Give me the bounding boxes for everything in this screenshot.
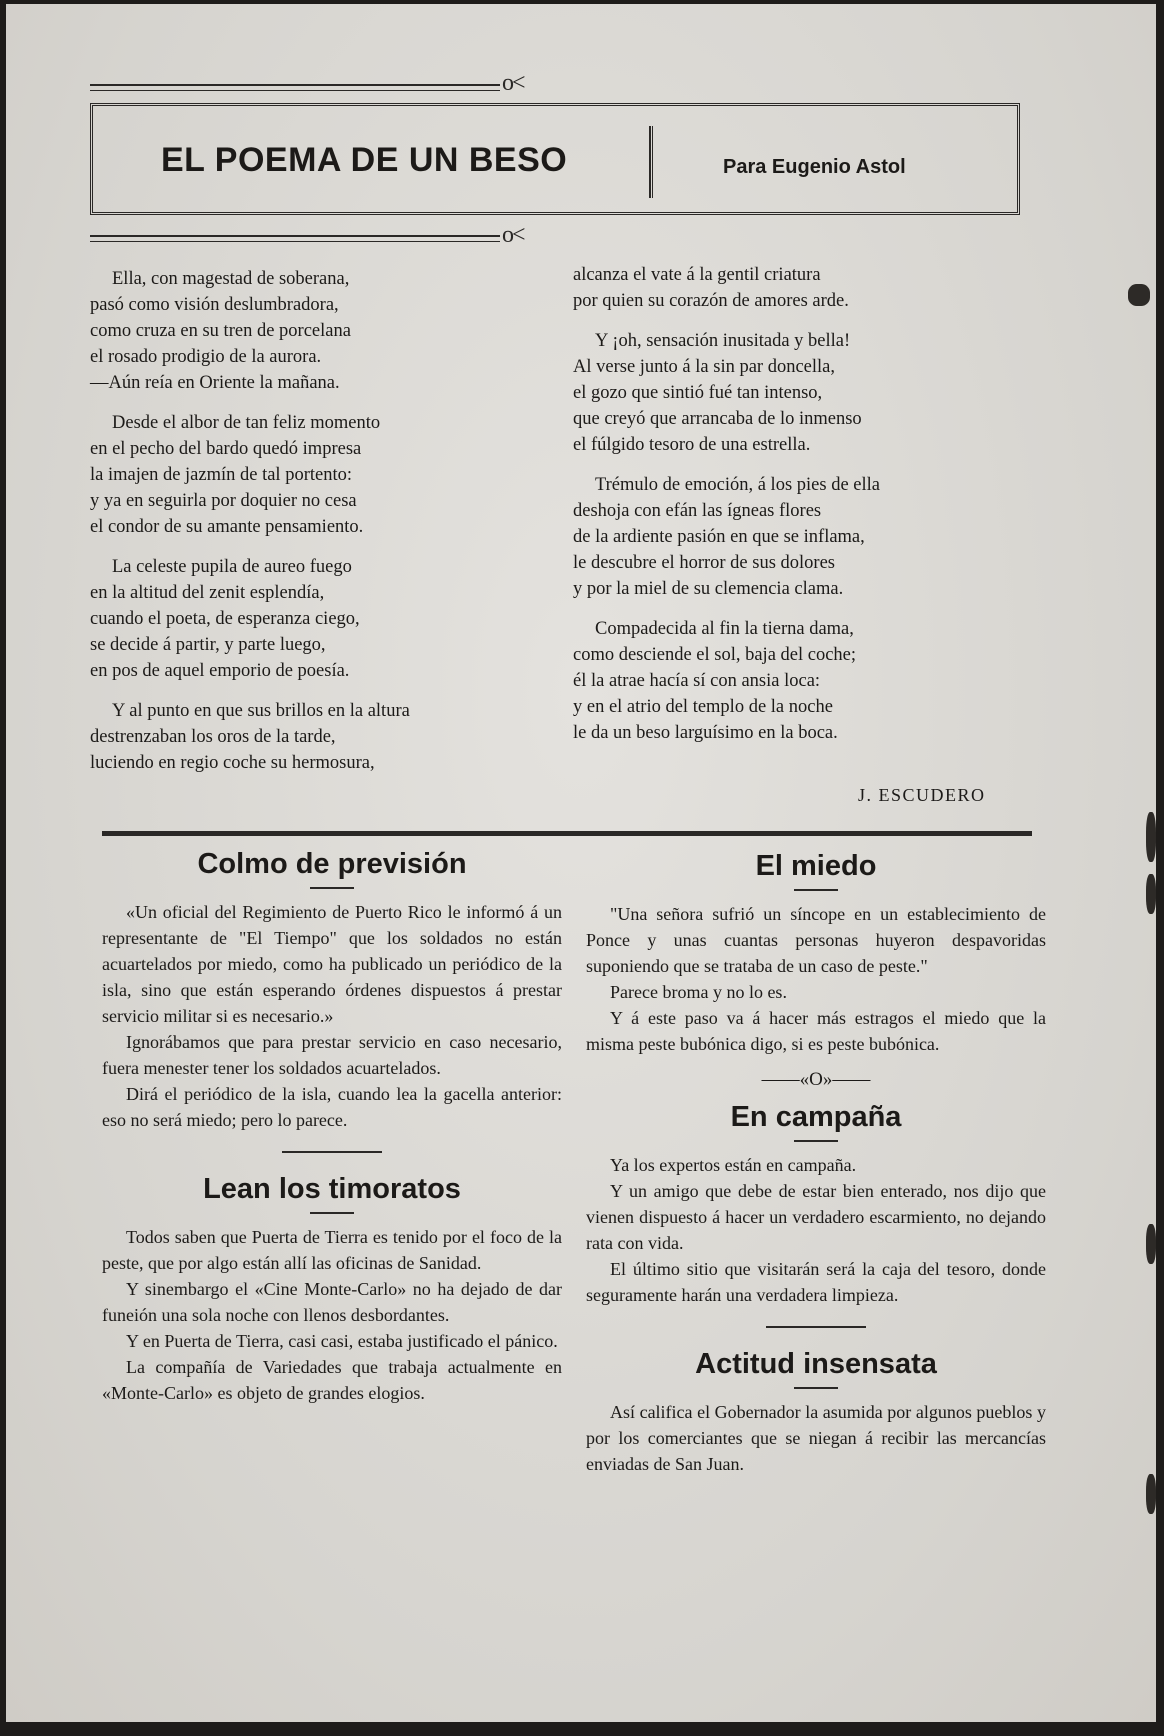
top-rule-thin	[90, 90, 500, 91]
poem-line: Y al punto en que sus brillos en la altura	[112, 701, 410, 721]
poem-right-column	[573, 262, 880, 760]
scan-mark	[1128, 284, 1150, 306]
scan-mark	[1146, 874, 1156, 914]
poem-line: el gozo que sintió fué tan intenso,	[573, 383, 823, 403]
article-paragraph: Parece broma y no lo es.	[610, 982, 787, 1002]
article-paragraph: Y sinembargo el «Cine Monte-Carlo» no ha dejado de dar funeión una sola noche con llenos desbordantes.	[102, 1279, 562, 1325]
article-paragraph: Todos saben que Puerta de Tierra es tenido por el foco de la peste, que por algo están allí las oficinas de Sanidad.	[102, 1227, 562, 1273]
poem-stanza	[90, 554, 410, 684]
poem-stanza	[573, 472, 880, 602]
article-title: Colmo de previsión	[197, 848, 467, 880]
article-paragraph: Y un amigo que debe de estar bien enterado, nos dijo que vienen dispuesto á hacer un verdadero escarmiento, no dejando rata con vida.	[586, 1181, 1046, 1253]
top-rule	[90, 84, 500, 86]
newspaper-page	[6, 4, 1156, 1722]
poem-stanza	[90, 698, 410, 776]
poem-line: de la ardiente pasión en que se inflama,	[573, 527, 865, 547]
title-underline	[310, 1212, 354, 1214]
bottom-rule-thin	[90, 241, 500, 242]
poem-stanza	[90, 266, 410, 396]
article-paragraph: "Una señora sufrió un síncope en un establecimiento de Ponce y unas cuantas personas huyeron despavoridas suponiendo que se trataba de un caso de peste."	[586, 904, 1046, 976]
section-separator	[102, 831, 1032, 836]
poem-stanza	[573, 262, 880, 314]
scan-mark	[1146, 812, 1156, 862]
article-separator	[766, 1326, 866, 1328]
article-paragraph: Y en Puerta de Tierra, casi casi, estaba justificado el pánico.	[126, 1331, 558, 1351]
article-title: Lean los timoratos	[203, 1173, 461, 1205]
top-ornament: o<	[502, 70, 524, 96]
poem-line: por quien su corazón de amores arde.	[573, 291, 849, 311]
poem-line: el condor de su amante pensamiento.	[90, 517, 364, 537]
section-ornament: ——«O»——	[761, 1069, 871, 1090]
poem-line: Al verse junto á la sin par doncella,	[573, 357, 835, 377]
poem-line: Trémulo de emoción, á los pies de ella	[595, 475, 880, 495]
poem-line: Ella, con magestad de soberana,	[112, 269, 350, 289]
poem-line: —Aún reía en Oriente la mañana.	[90, 373, 340, 393]
title-divider	[649, 126, 653, 198]
article-paragraph: Ya los expertos están en campaña.	[610, 1155, 857, 1175]
poem-line: y ya en seguirla por doquier no cesa	[90, 491, 357, 511]
poem-line: deshoja con efán las ígneas flores	[573, 501, 822, 521]
article-title: En campaña	[730, 1101, 902, 1133]
poem-line: y por la miel de su clemencia clama.	[573, 579, 844, 599]
poem-stanza	[573, 328, 880, 458]
poem-line: el fúlgido tesoro de una estrella.	[573, 435, 811, 455]
poem-line: en el pecho del bardo quedó impresa	[90, 439, 362, 459]
bottom-ornament: o<	[502, 222, 524, 248]
poem-line: Desde el albor de tan feliz momento	[112, 413, 381, 433]
poem-stanza	[573, 616, 880, 746]
article-paragraph: Y á este paso va á hacer más estragos el miedo que la misma peste bubónica digo, si es peste bubónica.	[586, 1008, 1046, 1054]
title-underline	[310, 887, 354, 889]
poem-line: pasó como visión deslumbradora,	[90, 295, 339, 315]
poem-line: en pos de aquel emporio de poesía.	[90, 661, 350, 681]
article-paragraph: Dirá el periódico de la isla, cuando lea la gacella anterior: eso no será miedo; pero lo parece.	[102, 1084, 562, 1130]
poem-line: que creyó que arrancaba de lo inmenso	[573, 409, 862, 429]
poem-line: Compadecida al fin la tierna dama,	[595, 619, 854, 639]
article-title: El miedo	[755, 850, 877, 882]
article-paragraph: El último sitio que visitarán será la caja del tesoro, donde seguramente harán una verdadera limpieza.	[586, 1259, 1046, 1305]
poem-title: EL POEMA DE UN BESO	[161, 141, 568, 179]
poem-line: en la altitud del zenit esplendía,	[90, 583, 325, 603]
right-article-column	[586, 850, 1046, 1477]
article-separator	[282, 1151, 382, 1153]
article-paragraph: «Un oficial del Regimiento de Puerto Rico le informó á un representante de "El Tiempo" que los soldados no están acuartelados por miedo, como ha publicado un periódico de la isla, sino que están esperando órdenes dispuestos á prestar servicio militar si es necesario.»	[102, 902, 562, 1026]
title-underline	[794, 1140, 838, 1142]
article-paragraph: Así califica el Gobernador la asumida por algunos pueblos y por los comerciantes que se niegan á recibir las mercancías enviadas de San Juan.	[586, 1402, 1046, 1474]
poem-line: la imajen de jazmín de tal portento:	[90, 465, 352, 485]
poem-line: luciendo en regio coche su hermosura,	[90, 753, 375, 773]
title-underline	[794, 889, 838, 891]
poem-left-column	[90, 266, 410, 790]
article-title: Actitud insensata	[695, 1348, 937, 1380]
poem-stanza	[90, 410, 410, 540]
poem-line: como desciende el sol, baja del coche;	[573, 645, 857, 665]
poem-line: y en el atrio del templo de la noche	[573, 697, 833, 717]
poem-line: le da un beso larguísimo en la boca.	[573, 723, 838, 743]
poem-line: cuando el poeta, de esperanza ciego,	[90, 609, 360, 629]
poem-line: destrenzaban los oros de la tarde,	[90, 727, 336, 747]
poem-author: J. ESCUDERO	[858, 785, 986, 805]
poem-line: Y ¡oh, sensación inusitada y bella!	[595, 331, 851, 351]
poem-line: le descubre el horror de sus dolores	[573, 553, 835, 573]
poem-line: se decide á partir, y parte luego,	[90, 635, 326, 655]
poem-line: La celeste pupila de aureo fuego	[112, 557, 352, 577]
poem-dedication: Para Eugenio Astol	[723, 156, 906, 178]
scan-mark	[1146, 1224, 1156, 1264]
scan-mark	[1146, 1474, 1156, 1514]
bottom-rule	[90, 235, 500, 237]
poem-line: como cruza en su tren de porcelana	[90, 321, 351, 341]
poem-line: alcanza el vate á la gentil criatura	[573, 265, 821, 285]
title-underline	[794, 1387, 838, 1389]
article-paragraph: La compañía de Variedades que trabaja actualmente en «Monte-Carlo» es objeto de grandes elogios.	[102, 1357, 562, 1403]
poem-title-box	[90, 103, 1020, 215]
article-paragraph: Ignorábamos que para prestar servicio en caso necesario, fuera menester tener los soldados acuartelados.	[102, 1032, 562, 1078]
poem-line: él la atrae hacía sí con ansia loca:	[573, 671, 821, 691]
poem-line: el rosado prodigio de la aurora.	[90, 347, 322, 367]
left-article-column	[102, 848, 562, 1406]
